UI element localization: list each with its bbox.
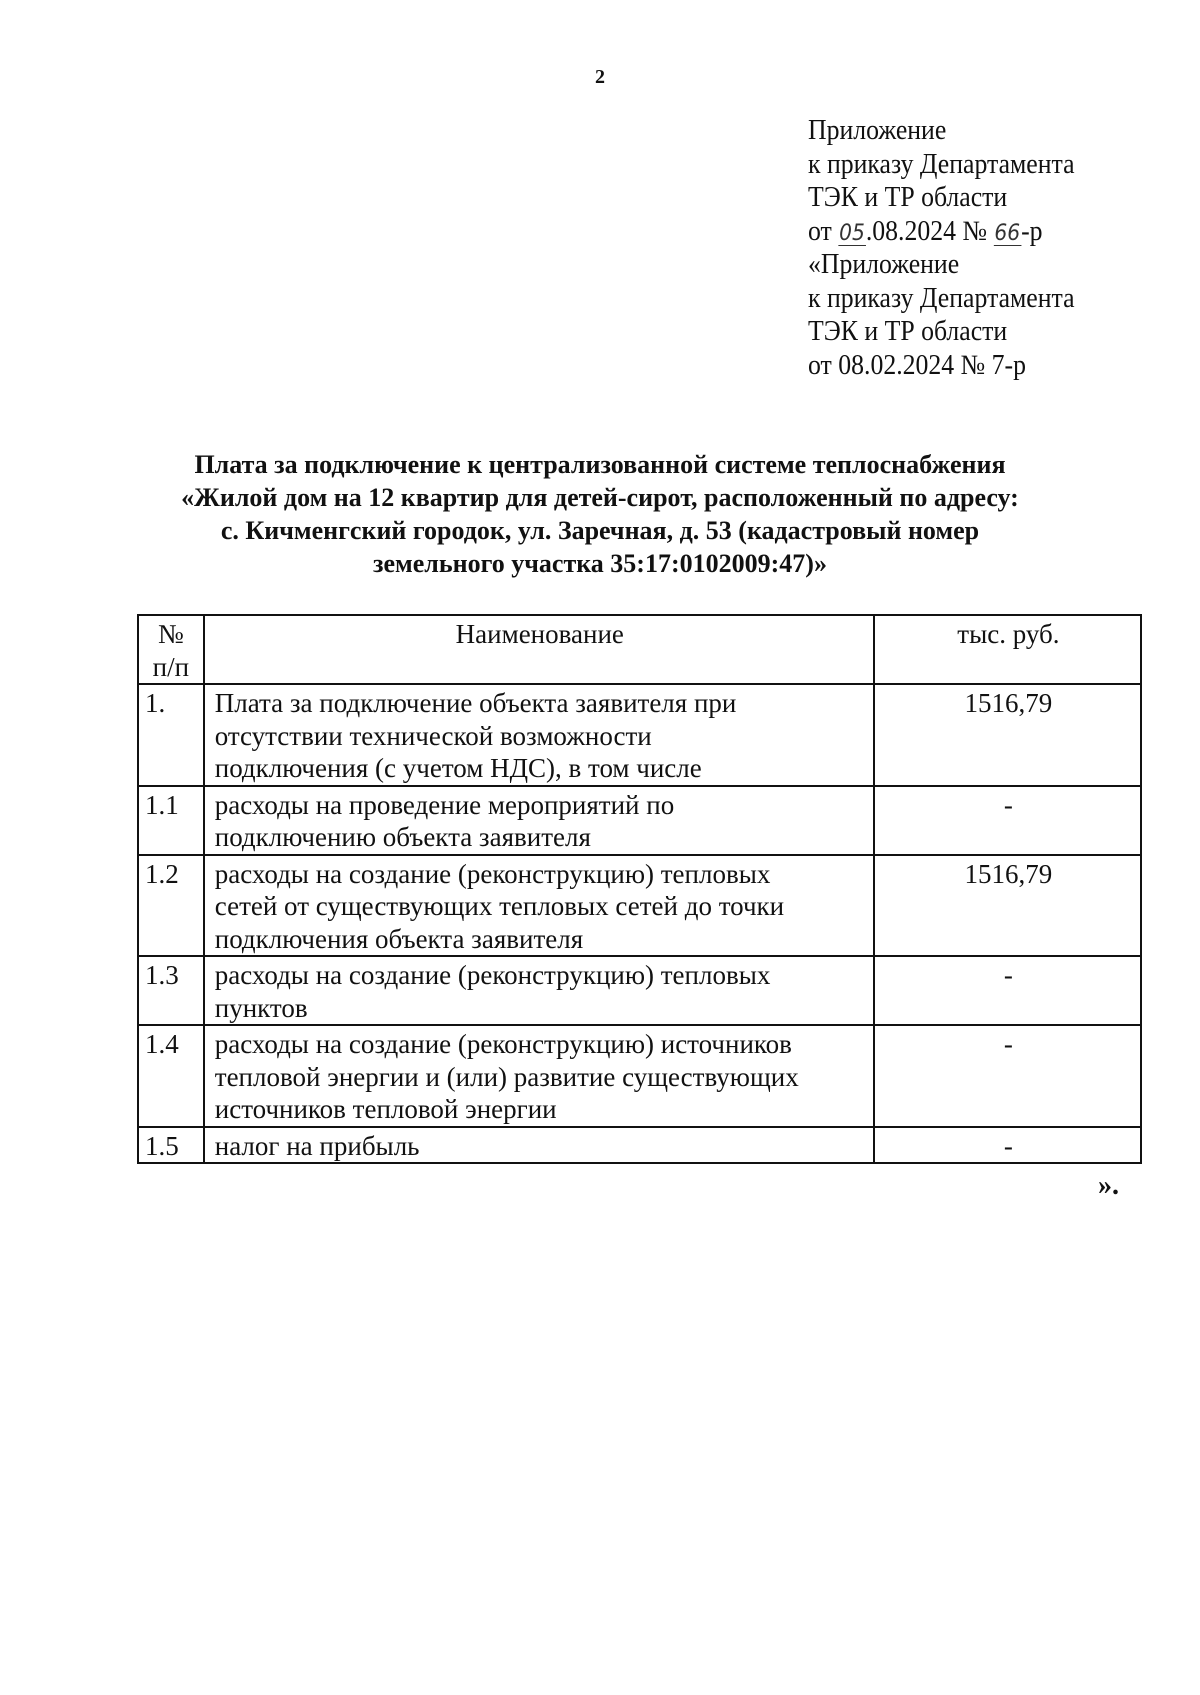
row-name-line: тепловой энергии и (или) развитие существующих (214, 1061, 799, 1092)
fee-table (137, 614, 1142, 1164)
header-name: Наименование (204, 615, 874, 684)
row-value: - (874, 1127, 1141, 1164)
row-name-line: подключению объекта заявителя (214, 822, 591, 852)
header-number-symbol: № (158, 619, 184, 649)
row-name-line: источников тепловой энергии (214, 1094, 557, 1124)
row-value: - (874, 786, 1141, 855)
date-rest: .08.2024 № (865, 215, 994, 247)
appendix-line: ТЭК и ТР области (808, 182, 1008, 213)
appendix-line: к приказу Департамента (808, 148, 1075, 180)
appendix-line: Приложение (808, 115, 947, 146)
appendix-line: от 08.02.2024 № 7-р (808, 349, 1026, 381)
row-name-line: расходы на проведение мероприятий по (214, 789, 675, 820)
title-line: земельного участка 35:17:0102009:47)» (373, 549, 827, 578)
row-value: 1516,79 (874, 855, 1141, 957)
row-number: 1. (138, 684, 204, 786)
row-number: 1.3 (138, 956, 204, 1025)
row-name (204, 786, 874, 855)
order-date-line (808, 215, 1075, 249)
title-line: «Жилой дом на 12 квартир для детей-сирот, расположенный по адресу: (181, 483, 1019, 512)
appendix-line: ТЭК и ТР области (808, 316, 1008, 347)
order-suffix: -р (1021, 215, 1043, 247)
row-name-line: пунктов (214, 992, 308, 1023)
row-name-line: расходы на создание (реконструкцию) источников (214, 1029, 792, 1059)
table-row (138, 956, 1141, 1025)
row-number: 1.5 (138, 1127, 204, 1164)
header-number (138, 615, 204, 684)
row-name-line: налог на прибыль (214, 1130, 420, 1161)
title-line: с. Кичменгский городок, ул. Заречная, д. 53 (кадастровый номер (220, 516, 980, 545)
table-row (138, 684, 1141, 786)
table-row (138, 1025, 1141, 1127)
row-name-line: расходы на создание (реконструкцию) тепловых (214, 960, 771, 990)
appendix-line: к приказу Департамента (808, 282, 1075, 314)
closing-quote: ». (1098, 1170, 1119, 1201)
handwritten-order-number: 66 (994, 220, 1021, 246)
document-title (80, 448, 1120, 580)
row-number: 1.4 (138, 1025, 204, 1127)
header-number-abbr: п/п (152, 651, 190, 682)
handwritten-day: 05 (839, 220, 865, 246)
appendix-line: «Приложение (808, 249, 960, 280)
row-name-line: отсутствии технической возможности (214, 720, 652, 751)
row-number: 1.1 (138, 786, 204, 855)
row-name-line: расходы на создание (реконструкцию) тепловых (214, 858, 771, 889)
row-name (204, 855, 874, 957)
date-prefix: от (808, 215, 839, 247)
table-row (138, 855, 1141, 957)
table-row (138, 1127, 1141, 1164)
row-number: 1.2 (138, 855, 204, 957)
row-name-line: сетей от существующих тепловых сетей до точки (214, 891, 785, 921)
row-name (204, 1127, 874, 1164)
row-name (204, 1025, 874, 1127)
row-value: 1516,79 (874, 684, 1141, 786)
row-name-line: Плата за подключение объекта заявителя при (214, 688, 737, 718)
table-header-row (138, 615, 1141, 684)
appendix-block (808, 114, 1075, 382)
row-name (204, 684, 874, 786)
row-name-line: подключения (с учетом НДС), в том числе (214, 753, 702, 783)
row-value: - (874, 956, 1141, 1025)
row-name (204, 956, 874, 1025)
row-value: - (874, 1025, 1141, 1127)
table-row (138, 786, 1141, 855)
title-line: Плата за подключение к централизованной системе теплоснабжения (194, 450, 1006, 479)
row-name-line: подключения объекта заявителя (214, 923, 584, 954)
header-value: тыс. руб. (874, 615, 1141, 684)
page-number: 2 (595, 66, 605, 88)
